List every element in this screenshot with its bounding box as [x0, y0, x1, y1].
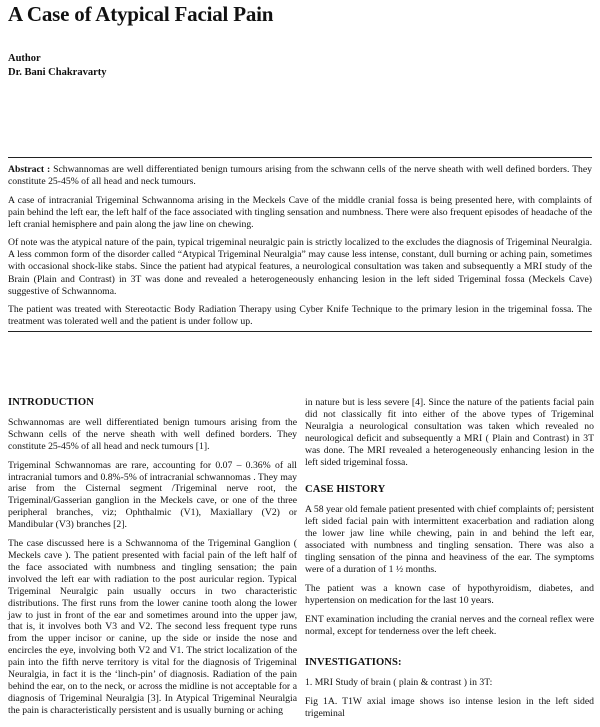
- article-title: A Case of Atypical Facial Pain: [8, 2, 274, 26]
- introduction-continued-paragraph: in nature but is less severe [4]. Since the nature of the patients facial pain did not classically fit into either of the above types of Trigeminal Neuralgia a neurological consultation was taken which revealed no neurological deficit and subsequently a MRI ( Plain and Contrast) in 3T was done. The MRI revealed a heterogeneously enhancing lesion in the left sided trigeminal fossa.: [305, 397, 594, 468]
- case-history-heading: CASE HISTORY: [305, 484, 386, 496]
- author-name: Dr. Bani Chakravarty: [8, 67, 107, 78]
- introduction-heading: INTRODUCTION: [8, 397, 94, 408]
- abstract-label: Abstract :: [8, 164, 51, 175]
- abstract-paragraph-2: A case of intracranial Trigeminal Schwannoma arising in the Meckels Cave of the middle cranial fossa is being presented here, with complaints of pain behind the left ear, the left half of the face associated with tingling sensation and numbness. There were also frequent episodes of headache of the left cranial hemisphere and pain along the jaw line on chewing.: [8, 194, 592, 230]
- case-history-paragraph-2: The patient was a known case of hypothyroidism, diabetes, and hypertension on medication for the last 10 years.: [305, 582, 594, 606]
- investigations-paragraph-2: Fig 1A. T1W axial image shows iso intense lesion in the left sided trigeminal: [305, 696, 594, 720]
- abstract-paragraph-4: The patient was treated with Stereotactic Body Radiation Therapy using Cyber Knife Technique to the primary lesion in the trigeminal fossa. The treatment was tolerated well and the patient is under follow up.: [8, 304, 592, 328]
- abstract-paragraph-3: Of note was the atypical nature of the pain, typical trigeminal neuralgic pain is strictly localized to the excludes the diagnosis of Trigeminal Neuralgia. A less common form of the disorder called “Atypical Trigeminal Neuralgia” may cause less intense, constant, dull burning or aching pain, sometimes with occasional shock-like stabs. Since the patient had atypical features, a neurological consultation was taken and subsequently a MRI study of the Brain (Plain and Contrast) in 3T was done and revealed a heterogeneously enhancing lesion in the left sided Trigeminal fossa (Meckels Cave) suggestive of Schwannoma.: [8, 237, 592, 297]
- abstract-top-rule: [8, 157, 592, 158]
- introduction-paragraph-1: Schwannomas are well differentiated benign tumours arising from the Schwann cells of the nerve sheath with well defined borders. They constitute 25-45% of all head and neck tumours [1].: [8, 416, 297, 452]
- investigations-paragraph-1: 1. MRI Study of brain ( plain & contrast ) in 3T:: [305, 677, 493, 689]
- introduction-paragraph-2: Trigeminal Schwannomas are rare, accounting for 0.07 – 0.36% of all intracranial tumors and 0.8%-5% of intracranial schwannomas . They may arise from the Cisternal segment /Trigeminal nerve root, the Trigeminal/Gasserian ganglion in the Meckels cave, or one of the three peripheral branches, viz; Ophthalmic (V1), Maxiallary (V2) or Mandibular (V3) branches [2].: [8, 459, 297, 531]
- abstract-paragraph-1: [8, 164, 592, 188]
- author-label: Author: [8, 53, 41, 64]
- abstract-bottom-rule: [8, 331, 592, 332]
- right-column: [305, 397, 594, 727]
- left-column: [8, 397, 297, 724]
- case-history-paragraph-3: ENT examination including the cranial nerves and the corneal reflex were normal, except for tenderness over the left cheek.: [305, 613, 594, 637]
- case-history-paragraph-1: A 58 year old female patient presented with chief complaints of; persistent left sided facial pain with intermittent exacerbation and radiation along the lower jaw line while chewing, pain in and behind the left ear, associated with numbness and tingling sensation. There was also a tingling sensation of the pinna and heaviness of the ear. The symptoms were of a duration of 1 ½ months.: [305, 504, 594, 575]
- abstract-paragraph-1-text: Schwannomas are well differentiated benign tumours arising from the schwann cells of the nerve sheath with well defined borders. They constitute 25-45% of all head and neck tumours.: [8, 164, 593, 188]
- abstract-section: [8, 164, 592, 335]
- investigations-heading: INVESTIGATIONS:: [305, 657, 402, 669]
- introduction-paragraph-3: The case discussed here is a Schwannoma of the Trigeminal Ganglion ( Meckels cave ). The patient presented with facial pain of the left half of the face associated with numbness and tingling sensation; the pain involved the left ear with radiation to the post auricular region. Typical Trigeminal Neuralgic pain usually occurs in two characteristic distributions. The first runs from the lower canine tooth along the lower jaw to just in front of the ear and sometimes around into the upper jaw, that is, it involves both V3 and V2. The second less frequent type runs from the upper incisor or canine, up the side or inside the nose and encircles the eye, involving both V2 and V1. The strict localization of the pain into the fifth nerve territory is vital for the diagnosis of Trigeminal Neuralgia, in fact it is the ‘linch-pin’ of diagnosis. Radiation of the pain behind the ear, on to the neck, or across the midline is not acceptable for a diagnosis of Trigeminal Neuralgia [3]. In Atypical Trigeminal Neuralgia the pain is characteristically persistent and is usually burning or aching: [8, 538, 297, 716]
